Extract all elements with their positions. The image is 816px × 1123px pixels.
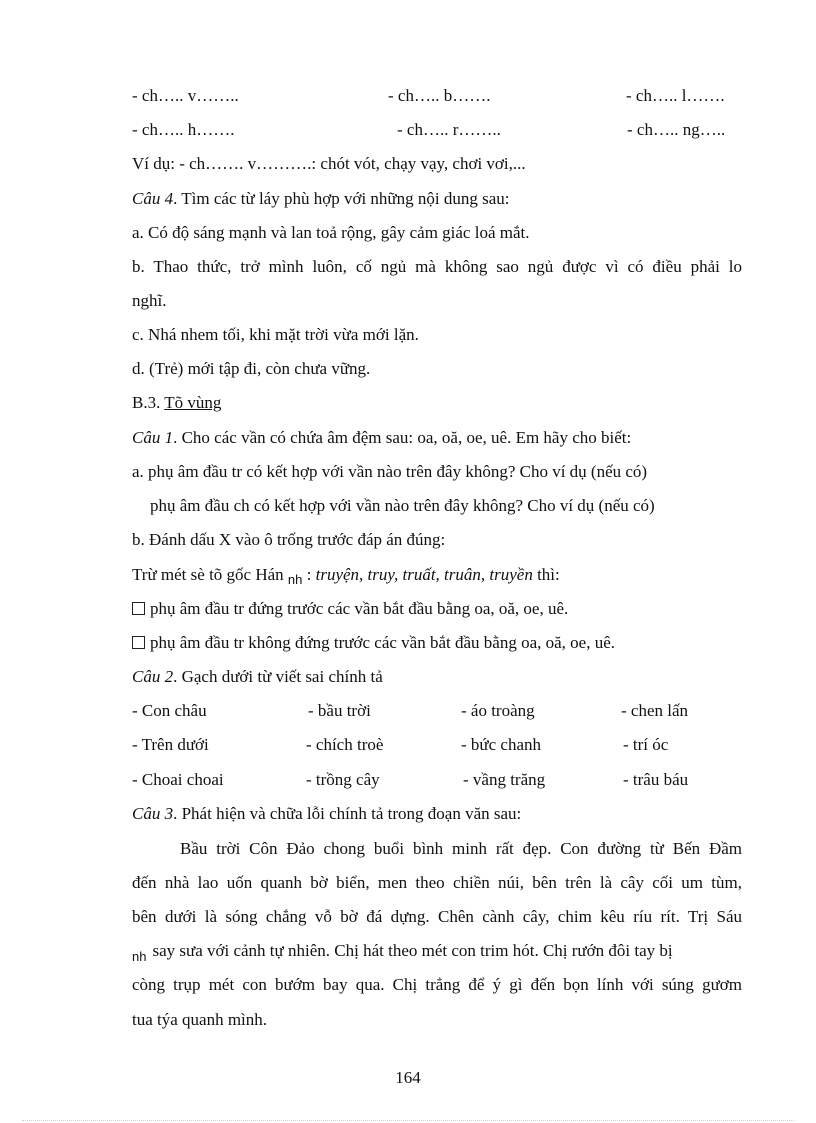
blank-item: - ch….. l……. xyxy=(626,86,725,105)
word-item: - chích troè xyxy=(306,735,384,754)
tru-prefix: Trừ mét sè tõ gốc Hán xyxy=(132,565,284,584)
word-item: - Trên dưới xyxy=(132,735,209,754)
tru-line xyxy=(132,564,560,587)
q4-item-a: a. Có độ sáng mạnh và lan toả rộng, gây cảm giác loá mắt. xyxy=(132,223,530,242)
page-border xyxy=(22,1120,794,1121)
blank-item: - ch….. r…….. xyxy=(397,120,501,139)
blank-item: - ch….. h……. xyxy=(132,120,235,139)
paragraph-line: còng trụp mét con bướm bay qua. Chị trẳng để ý gì đến bọn lính với súng gươm xyxy=(132,975,742,994)
nh-mark: nh xyxy=(132,949,147,964)
q4-item-c: c. Nhá nhem tối, khi mặt trời vừa mới lặn. xyxy=(132,325,419,344)
word-item: - áo troàng xyxy=(461,701,535,720)
tru-colon: : xyxy=(302,565,316,584)
paragraph-line: Bầu trời Côn Đảo chong buổi bình minh rất đẹp. Con đường từ Bến Đầm xyxy=(180,839,742,858)
question-label: Câu 4 xyxy=(132,189,174,208)
word-item: - bức chanh xyxy=(461,735,542,754)
question-2-heading xyxy=(132,666,383,688)
paragraph-text: say sưa với cảnh tự nhiên. Chị hát theo mét con trim hót. Chị rướn đôi tay bị xyxy=(152,941,673,960)
blank-item: - ch….. b……. xyxy=(388,86,491,105)
question-3-heading xyxy=(132,803,521,825)
paragraph-line: bên dưới là sóng chắng vỗ bờ đá dựng. Chên cành cây, chim kêu ríu rít. Trị Sáu xyxy=(132,907,742,926)
word-item: - trí óc xyxy=(623,735,669,754)
q4-item-d: d. (Trẻ) mới tập đi, còn chưa vững. xyxy=(132,359,371,378)
blank-item: - ch….. ng….. xyxy=(627,120,726,139)
q1-item-a: a. phụ âm đầu tr có kết hợp với vần nào trên đây không? Cho ví dụ (nếu có) xyxy=(132,462,648,481)
paragraph-line: đến nhà lao uốn quanh bờ biển, men theo chiền núi, bên trên là cây cối um tùm, xyxy=(132,873,742,892)
question-text: . Gạch dưới từ viết sai chính tả xyxy=(173,667,383,686)
word-item: - bầu trời xyxy=(308,701,371,720)
option-text: phụ âm đầu tr đứng trước các vần bắt đầu bằng oa, oă, oe, uê. xyxy=(150,599,569,618)
word-item: - chen lấn xyxy=(621,701,689,720)
tru-suffix: thì: xyxy=(532,565,560,584)
q4-item-b: b. Thao thức, trở mình luôn, cố ngủ mà không sao ngủ được vì có điều phải lo xyxy=(132,257,742,276)
question-text: . Tìm các từ láy phù hợp với những nội dung sau: xyxy=(173,189,510,208)
nh-mark: nh xyxy=(287,572,303,587)
option-2[interactable] xyxy=(132,632,615,654)
q1-item-a2: phụ âm đầu ch có kết hợp với vần nào trên đây không? Cho ví dụ (nếu có) xyxy=(150,496,655,515)
question-text: . Cho các vần có chứa âm đệm sau: oa, oă, oe, uê. Em hãy cho biết: xyxy=(173,428,632,447)
q1-item-b: b. Đánh dấu X vào ô trống trước đáp án đúng: xyxy=(132,530,446,549)
paragraph-line-nh xyxy=(132,940,673,963)
word-item: - Choai choai xyxy=(132,770,224,789)
blank-item: - ch….. v…….. xyxy=(132,86,239,105)
word-item: - Con châu xyxy=(132,701,207,720)
example-line: Ví dụ: - ch……. v……….: chót vót, chạy vạy, chơi vơi,... xyxy=(132,154,526,173)
section-number: B.3. xyxy=(132,393,161,412)
section-title: Tõ vùng xyxy=(164,393,222,412)
word-item: - trồng cây xyxy=(306,770,380,789)
question-text: . Phát hiện và chữa lỗi chính tả trong đoạn văn sau: xyxy=(173,804,522,823)
tru-words: truyện, truy, truất, truân, truyền xyxy=(315,565,533,584)
word-item: - vầng trăng xyxy=(463,770,546,789)
paragraph-line: tua týa quanh mình. xyxy=(132,1010,268,1029)
option-1[interactable] xyxy=(132,598,568,620)
page-number: 164 xyxy=(395,1068,421,1087)
q4-item-b-cont: nghĩ. xyxy=(132,291,167,310)
word-item: - trâu báu xyxy=(623,770,689,789)
question-label: Câu 3 xyxy=(132,804,174,823)
checkbox-icon[interactable] xyxy=(132,636,145,649)
question-label: Câu 2 xyxy=(132,667,174,686)
section-heading xyxy=(132,392,221,414)
checkbox-icon[interactable] xyxy=(132,602,145,615)
question-4-heading xyxy=(132,188,509,210)
option-text: phụ âm đầu tr không đứng trước các vần bắt đầu bằng oa, oă, oe, uê. xyxy=(150,633,616,652)
question-label: Câu 1 xyxy=(132,428,174,447)
question-1-heading xyxy=(132,427,631,449)
